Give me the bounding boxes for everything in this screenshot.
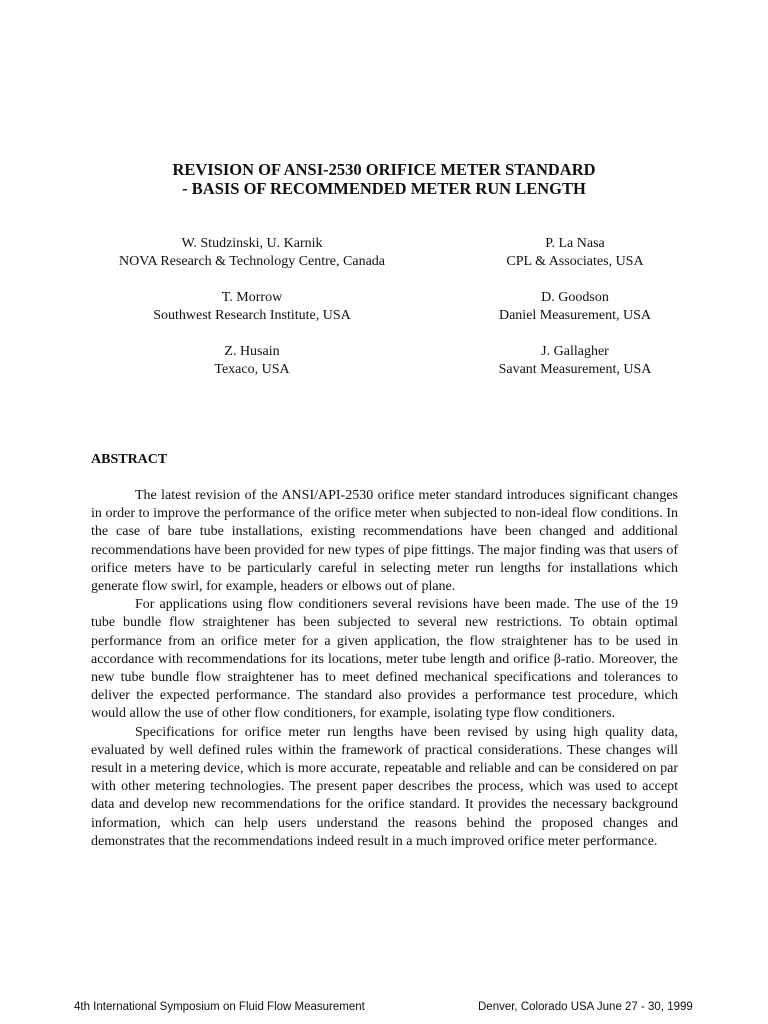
author-affiliation: Savant Measurement, USA (498, 362, 652, 377)
footer-location-date: Denver, Colorado USA June 27 - 30, 1999 (478, 1001, 693, 1013)
abstract-paragraph-1: The latest revision of the ANSI/API-2530 orifice meter standard introduces significant changes in order to improve the performance of the orifice meter when subjected to non-ideal flow conditions. In the case of bare tube installations, existing recommendations have been changed and additional recommendations have been provided for new types of pipe fittings. The major finding was that users of orifice meters have to be particularly careful in selecting meter run lengths for installations which generate flow swirl, for example, headers or elbows out of plane. (91, 488, 678, 595)
author-block-1 (102, 235, 402, 271)
author-block-4 (445, 289, 705, 325)
author-block-3 (102, 289, 402, 325)
author-names: D. Goodson (541, 290, 609, 305)
author-affiliation: NOVA Research & Technology Centre, Canada (119, 254, 385, 269)
author-names: Z. Husain (224, 344, 280, 359)
abstract-heading: ABSTRACT (91, 452, 168, 467)
author-block-2 (445, 235, 705, 271)
abstract-paragraph-2: For applications using flow conditioners several revisions have been made. The use of the 19 tube bundle flow straightener has been subjected to several new restrictions. To obtain optimal performance from an orifice meter for a given application, the flow straightener has to be used in accordance with recommendations for its locations, meter tube length and orifice β-ratio. Moreover, the new tube bundle flow straightener has to meet defined mechanical specifications and tolerances to deliver the expected performance. The standard also provides a performance test procedure, which would allow the use of other flow conditioners, for example, isolating type flow conditioners. (91, 597, 678, 722)
author-affiliation: CPL & Associates, USA (506, 254, 644, 269)
abstract-body (91, 487, 678, 851)
author-affiliation: Daniel Measurement, USA (498, 308, 652, 323)
title-line-1: REVISION OF ANSI-2530 ORIFICE METER STANDARD (172, 160, 596, 179)
author-affiliation: Southwest Research Institute, USA (153, 308, 351, 323)
abstract-paragraph-3: Specifications for orifice meter run lengths have been revised by using high quality data, evaluated by well defined rules within the framework of practical considerations. These changes will result in a metering device, which is more accurate, repeatable and reliable and can be considered on par with other metering technologies. The present paper describes the process, which was used to accept data and develop new recommendations for the orifice standard. It provides the necessary background information, which can help users understand the reasons behind the proposed changes and demonstrates that the recommendations indeed result in a much improved orifice meter performance. (91, 724, 678, 849)
author-block-6 (445, 343, 705, 379)
paper-title (0, 160, 768, 198)
author-names: P. La Nasa (545, 236, 605, 251)
author-names: J. Gallagher (541, 344, 609, 359)
author-names: T. Morrow (221, 290, 283, 305)
author-affiliation: Texaco, USA (214, 362, 290, 377)
title-line-2: - BASIS OF RECOMMENDED METER RUN LENGTH (182, 179, 586, 198)
author-block-5 (102, 343, 402, 379)
author-names: W. Studzinski, U. Karnik (181, 236, 323, 251)
footer-conference: 4th International Symposium on Fluid Flow Measurement (74, 1001, 365, 1013)
